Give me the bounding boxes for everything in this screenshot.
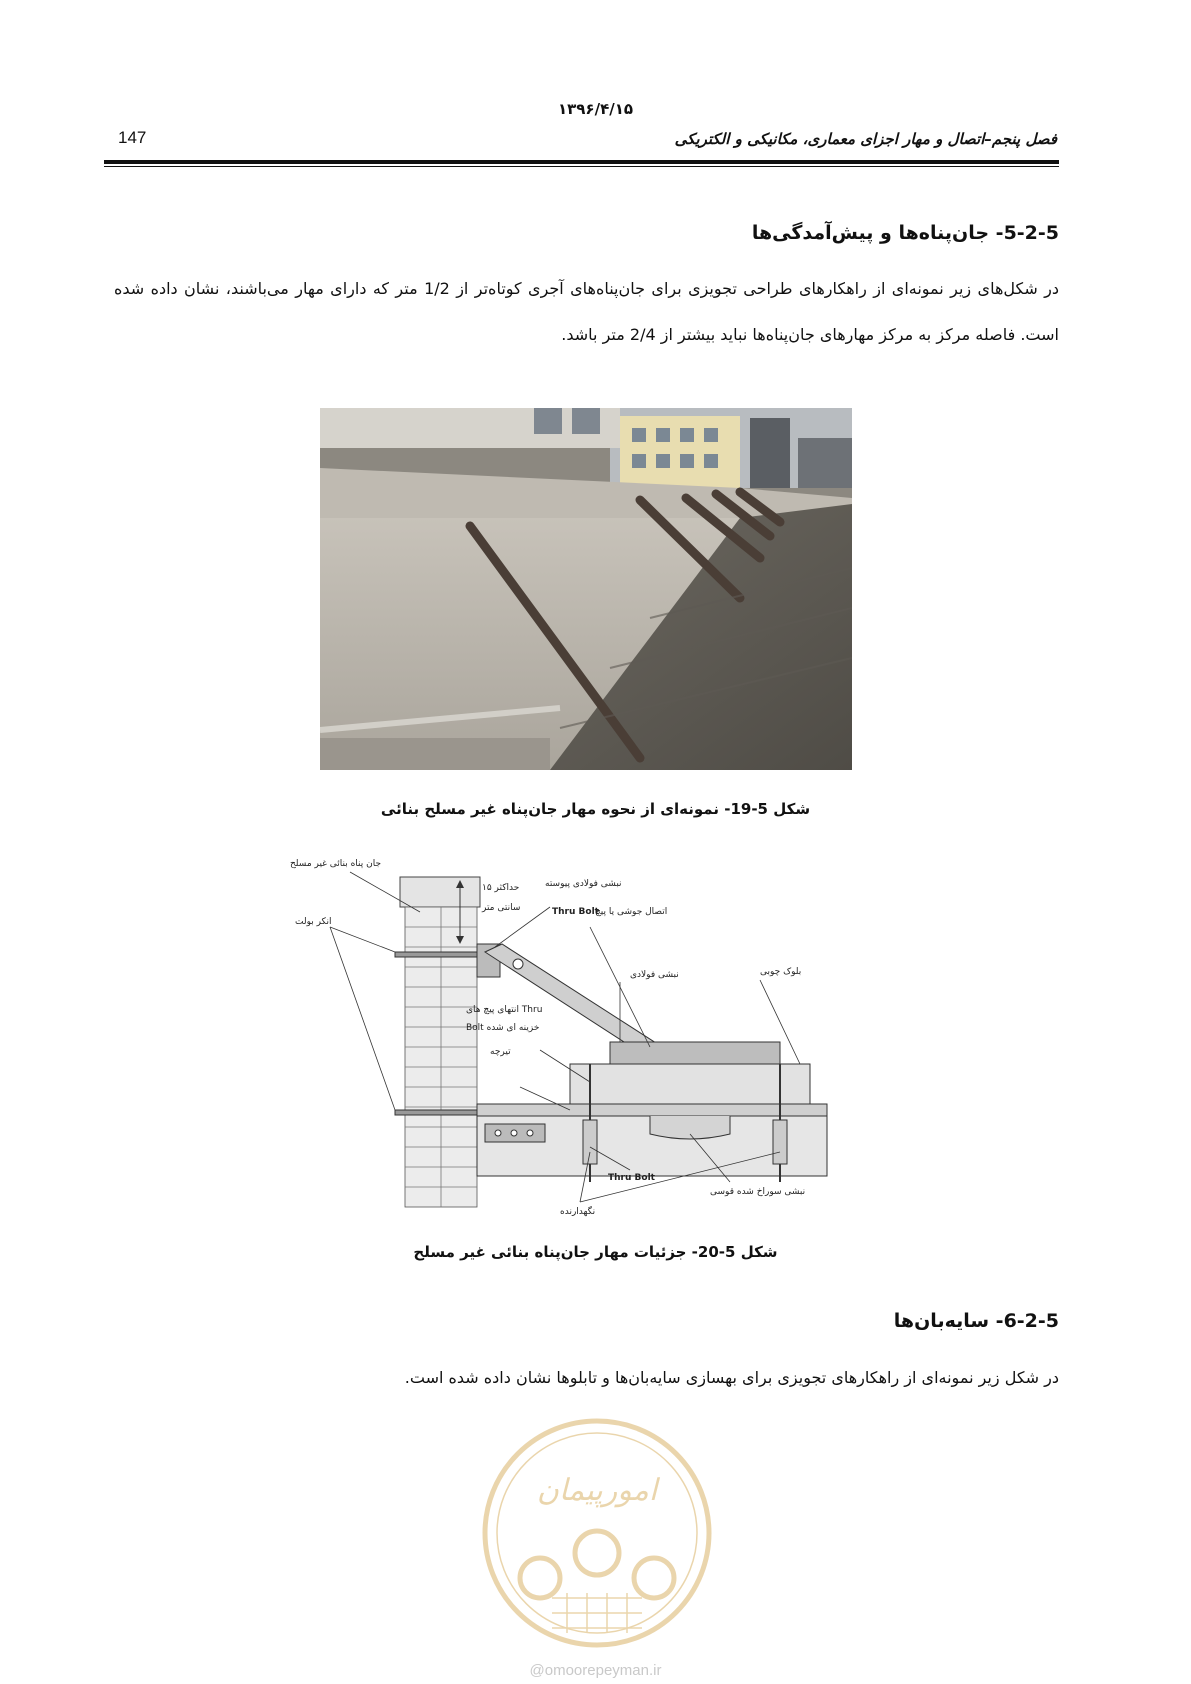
section-heading-parapets: 5-2-5- جان‌پناه‌ها و پیش‌آمدگی‌ها [751,222,1059,244]
parapet-anchorage-detail-diagram [290,852,910,1222]
label-bolt-end: انتهای پیچ های Thru [466,1005,543,1015]
label-steel-angle: نبشی فولادی [630,970,679,980]
figure-19-caption: شکل 5-19- نمونه‌ای از نحوه مهار جان‌پناه غیر مسلح بنائی [380,800,811,818]
section-paragraph-parapets: در شکل‌های زیر نمونه‌ای از راهکارهای طراحی تجویزی برای جان‌پناه‌های آجری کوتاه‌تر از 1/2 متر که دارای مهار می‌باشند، نشان داده شده است. فاصله مرکز به مرکز مهارهای جان‌پناه‌ها نباید بیشتر از 2/4 متر باشد. [114,279,1060,344]
chapter-title: فصل پنجم–اتصال و مهار اجزای معماری، مکانیکی و الکتریکی [674,130,1057,148]
label-anchor-bolt: انکر بولت [295,917,332,927]
label-joist: تیرچه [490,1047,511,1057]
section-paragraph-canopies: در شکل زیر نمونه‌ای از راهکارهای تجویزی برای بهسازی سایه‌بان‌ها و تابلوها نشان داده شده است. [404,1368,1059,1387]
label-slotted-angle: نبشی سوراخ شده قوسی [710,1187,806,1197]
label-centimeter: سانتی متر [482,903,521,913]
page-number: 147 [118,128,147,147]
label-weld-or-bolt: اتصال جوشی یا پیچ [595,907,668,917]
label-thru-bolt-bottom: Thru Bolt [608,1173,655,1183]
label-max-height: حداکثر ۱۵ [482,883,520,893]
watermark-site-text: @omoorepeyman.ir [529,1662,662,1679]
header-rule-thick [104,160,1059,164]
label-holder: نگهدارنده [560,1207,596,1217]
header-rule-thin [104,166,1059,167]
label-recessed: Bolt خزینه ای شده [466,1023,540,1033]
document-date: ۱۳۹۶/۴/۱۵ [557,100,634,118]
label-wood-block: بلوک چوبی [760,967,802,977]
section-heading-canopies: 6-2-5- سایه‌بان‌ها [893,1310,1059,1332]
parapet-bracing-photo [320,408,852,770]
watermark-logo [472,1408,722,1658]
figure-20-caption: شکل 5-20- جزئیات مهار جان‌پناه بنائی غیر مسلح [413,1243,778,1261]
label-thru-bolt-top: Thru Bolt [552,907,599,917]
label-continuous-angle: نبشی فولادی پیوسته [545,879,622,889]
label-parapet: جان پناه بنائی غیر مسلح [290,859,382,869]
watermark-logo-text: امورپیمان [536,1473,658,1508]
